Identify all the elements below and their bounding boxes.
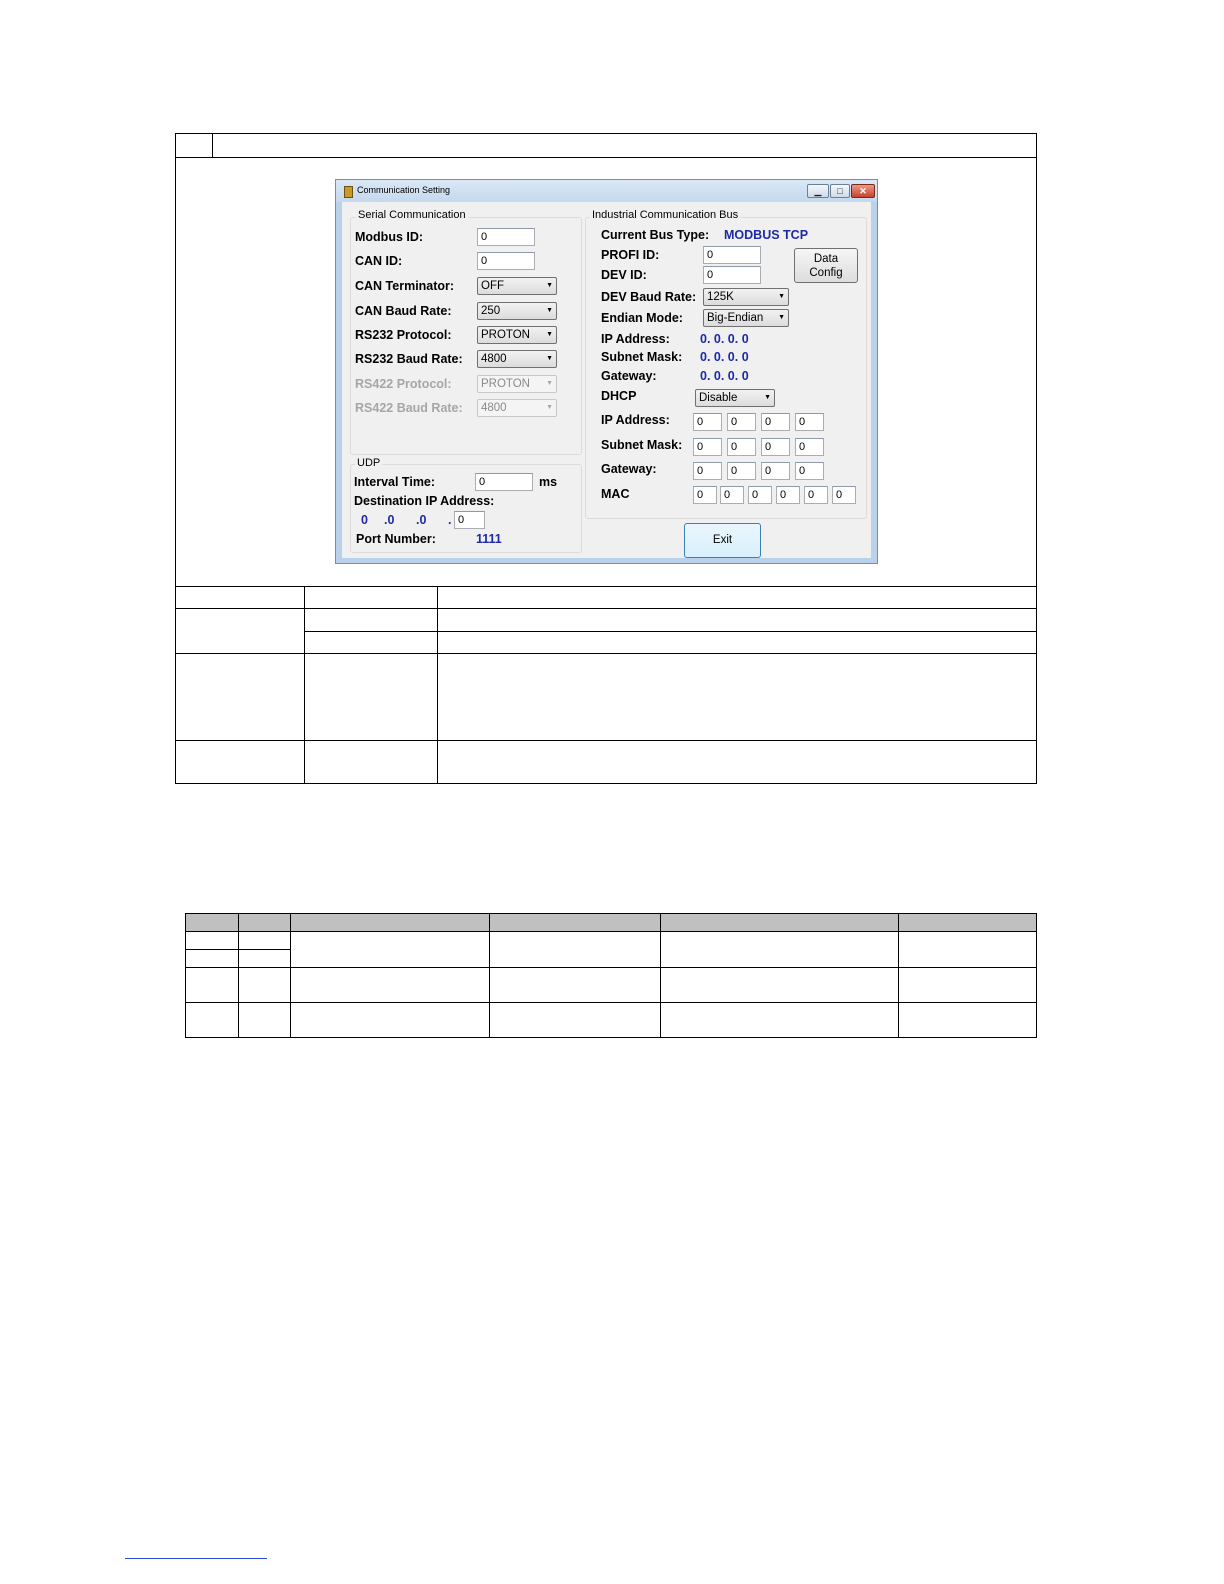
dropdown-arrow-icon: ▼ bbox=[546, 282, 553, 289]
current-subnet-value: 0. 0. 0. 0 bbox=[700, 350, 749, 364]
rs232-protocol-label: RS232 Protocol: bbox=[355, 328, 452, 342]
dialog-client-area bbox=[342, 202, 871, 558]
close-button[interactable] bbox=[851, 184, 875, 198]
rs422-baud-rate-value: 4800 bbox=[481, 402, 507, 414]
ip-address-label: IP Address: bbox=[601, 413, 670, 427]
bus-type-value: MODBUS TCP bbox=[724, 228, 809, 242]
table-col-line bbox=[489, 913, 490, 1038]
table-border-top bbox=[175, 133, 1037, 134]
ip-octet-1-input[interactable]: 0 bbox=[693, 413, 722, 431]
rs232-baud-rate-label: RS232 Baud Rate: bbox=[355, 352, 463, 366]
dev-baud-rate-label: DEV Baud Rate: bbox=[601, 290, 697, 304]
exit-button[interactable]: Exit bbox=[684, 523, 761, 558]
profi-id-label: PROFI ID: bbox=[601, 248, 660, 262]
rs232-protocol-select[interactable] bbox=[477, 326, 557, 344]
mac-label: MAC bbox=[601, 487, 630, 501]
ip-octet-3-input[interactable]: 0 bbox=[761, 413, 790, 431]
table-col-line bbox=[437, 586, 438, 784]
minimize-button[interactable] bbox=[807, 184, 829, 198]
window-title: Communication Setting bbox=[357, 185, 451, 195]
table-border-left bbox=[185, 913, 186, 1038]
mac-octet-5-input[interactable]: 0 bbox=[804, 486, 828, 504]
ip-octet-4-input[interactable]: 0 bbox=[795, 413, 824, 431]
dev-baud-rate-select[interactable] bbox=[703, 288, 789, 306]
table-border-right bbox=[1036, 913, 1037, 1038]
rs232-protocol-value: PROTON bbox=[481, 329, 530, 341]
mac-octet-3-input[interactable]: 0 bbox=[748, 486, 772, 504]
data-config-line-2: Config bbox=[809, 267, 843, 279]
data-config-button[interactable] bbox=[794, 248, 858, 283]
gateway-label: Gateway: bbox=[601, 462, 657, 476]
dropdown-arrow-icon: ▼ bbox=[764, 394, 771, 401]
mac-octet-1-input[interactable]: 0 bbox=[693, 486, 717, 504]
table-col-line bbox=[304, 586, 305, 784]
dhcp-label: DHCP bbox=[601, 389, 637, 403]
serial-communication-title: Serial Communication bbox=[358, 209, 466, 221]
dropdown-arrow-icon: ▼ bbox=[546, 331, 553, 338]
gateway-octet-4-input[interactable]: 0 bbox=[795, 462, 824, 480]
rs232-baud-rate-value: 4800 bbox=[481, 353, 507, 365]
can-id-input[interactable]: 0 bbox=[477, 252, 535, 270]
mac-octet-6-input[interactable]: 0 bbox=[832, 486, 856, 504]
table-row-line bbox=[185, 931, 1037, 932]
subnet-octet-2-input[interactable]: 0 bbox=[727, 438, 756, 456]
table-row-line bbox=[304, 631, 1037, 632]
destination-ip-label: Destination IP Address: bbox=[354, 494, 495, 508]
gateway-octet-3-input[interactable]: 0 bbox=[761, 462, 790, 480]
endian-mode-select[interactable] bbox=[703, 309, 789, 327]
subnet-octet-4-input[interactable]: 0 bbox=[795, 438, 824, 456]
mac-octet-4-input[interactable]: 0 bbox=[776, 486, 800, 504]
modbus-id-label: Modbus ID: bbox=[355, 230, 424, 244]
interval-unit: ms bbox=[539, 475, 558, 489]
dest-ip-last-octet-input[interactable]: 0 bbox=[454, 511, 485, 529]
dest-ip-octet-1: 0 bbox=[361, 513, 368, 527]
can-terminator-select[interactable] bbox=[477, 277, 557, 295]
subnet-mask-label: Subnet Mask: bbox=[601, 438, 683, 452]
minimize-icon: ▁ bbox=[814, 186, 822, 196]
profi-id-input[interactable]: 0 bbox=[703, 246, 761, 264]
rs232-baud-rate-select[interactable] bbox=[477, 350, 557, 368]
gateway-octet-1-input[interactable]: 0 bbox=[693, 462, 722, 480]
industrial-bus-title: Industrial Communication Bus bbox=[592, 209, 739, 221]
table-header-row bbox=[185, 913, 1037, 931]
table-border-bottom bbox=[185, 1037, 1037, 1038]
subnet-octet-1-input[interactable]: 0 bbox=[693, 438, 722, 456]
rs422-protocol-select bbox=[477, 375, 557, 393]
table-row-line bbox=[175, 157, 1037, 158]
port-number-label: Port Number: bbox=[356, 532, 436, 546]
table-col-line bbox=[290, 913, 291, 1038]
dev-baud-rate-value: 125K bbox=[707, 291, 734, 303]
port-number-value: 1111 bbox=[476, 532, 502, 546]
interval-time-label: Interval Time: bbox=[354, 475, 436, 489]
dev-id-label: DEV ID: bbox=[601, 268, 647, 282]
table-border-right bbox=[1036, 133, 1037, 784]
dropdown-arrow-icon: ▼ bbox=[546, 404, 553, 411]
dest-ip-octet-4-dot: . bbox=[448, 513, 452, 527]
udp-title: UDP bbox=[357, 457, 381, 469]
current-gateway-value: 0. 0. 0. 0 bbox=[700, 369, 749, 383]
ip-octet-2-input[interactable]: 0 bbox=[727, 413, 756, 431]
dhcp-select[interactable] bbox=[695, 389, 775, 407]
current-ip-value: 0. 0. 0. 0 bbox=[700, 332, 749, 346]
table-row-line bbox=[185, 967, 1037, 968]
dropdown-arrow-icon: ▼ bbox=[546, 307, 553, 314]
mac-octet-2-input[interactable]: 0 bbox=[720, 486, 744, 504]
maximize-icon: □ bbox=[837, 186, 843, 196]
rs422-baud-rate-label: RS422 Baud Rate: bbox=[355, 401, 463, 415]
table-border-top bbox=[185, 913, 1037, 914]
current-subnet-label: Subnet Mask: bbox=[601, 350, 683, 364]
dropdown-arrow-icon: ▼ bbox=[546, 380, 553, 387]
footnote-separator bbox=[125, 1558, 267, 1559]
rs422-protocol-label: RS422 Protocol: bbox=[355, 377, 452, 391]
dropdown-arrow-icon: ▼ bbox=[546, 355, 553, 362]
interval-time-input[interactable]: 0 bbox=[475, 473, 533, 491]
table-col-line bbox=[660, 913, 661, 1038]
bus-type-label: Current Bus Type: bbox=[601, 228, 710, 242]
communication-setting-window bbox=[335, 179, 878, 564]
dhcp-value: Disable bbox=[699, 392, 738, 404]
can-baud-rate-value: 250 bbox=[481, 305, 501, 317]
close-icon: ✕ bbox=[859, 186, 867, 196]
can-baud-rate-select[interactable] bbox=[477, 302, 557, 320]
data-config-line-1: Data bbox=[813, 253, 839, 265]
can-terminator-value: OFF bbox=[481, 280, 504, 292]
table-border-left bbox=[175, 133, 176, 784]
can-baud-rate-label: CAN Baud Rate: bbox=[355, 304, 452, 318]
dropdown-arrow-icon: ▼ bbox=[778, 293, 785, 300]
rs422-protocol-value: PROTON bbox=[481, 378, 530, 390]
title-bar[interactable] bbox=[336, 180, 877, 202]
rs422-baud-rate-select bbox=[477, 399, 557, 417]
current-ip-label: IP Address: bbox=[601, 332, 670, 346]
can-id-label: CAN ID: bbox=[355, 254, 403, 268]
endian-mode-label: Endian Mode: bbox=[601, 311, 683, 325]
app-icon bbox=[344, 186, 353, 198]
endian-mode-value: Big-Endian bbox=[707, 312, 764, 324]
table-row-line bbox=[212, 133, 213, 157]
table-row-line bbox=[185, 1002, 1037, 1003]
maximize-button[interactable] bbox=[830, 184, 850, 198]
subnet-octet-3-input[interactable]: 0 bbox=[761, 438, 790, 456]
dropdown-arrow-icon: ▼ bbox=[778, 314, 785, 321]
gateway-octet-2-input[interactable]: 0 bbox=[727, 462, 756, 480]
can-terminator-label: CAN Terminator: bbox=[355, 279, 455, 293]
table-col-line bbox=[238, 913, 239, 1038]
current-gateway-label: Gateway: bbox=[601, 369, 657, 383]
dev-id-input[interactable]: 0 bbox=[703, 266, 761, 284]
modbus-id-input[interactable]: 0 bbox=[477, 228, 535, 246]
table-col-line bbox=[898, 913, 899, 1038]
dest-ip-octet-3: .0 bbox=[416, 513, 427, 527]
dest-ip-octet-2: .0 bbox=[384, 513, 395, 527]
